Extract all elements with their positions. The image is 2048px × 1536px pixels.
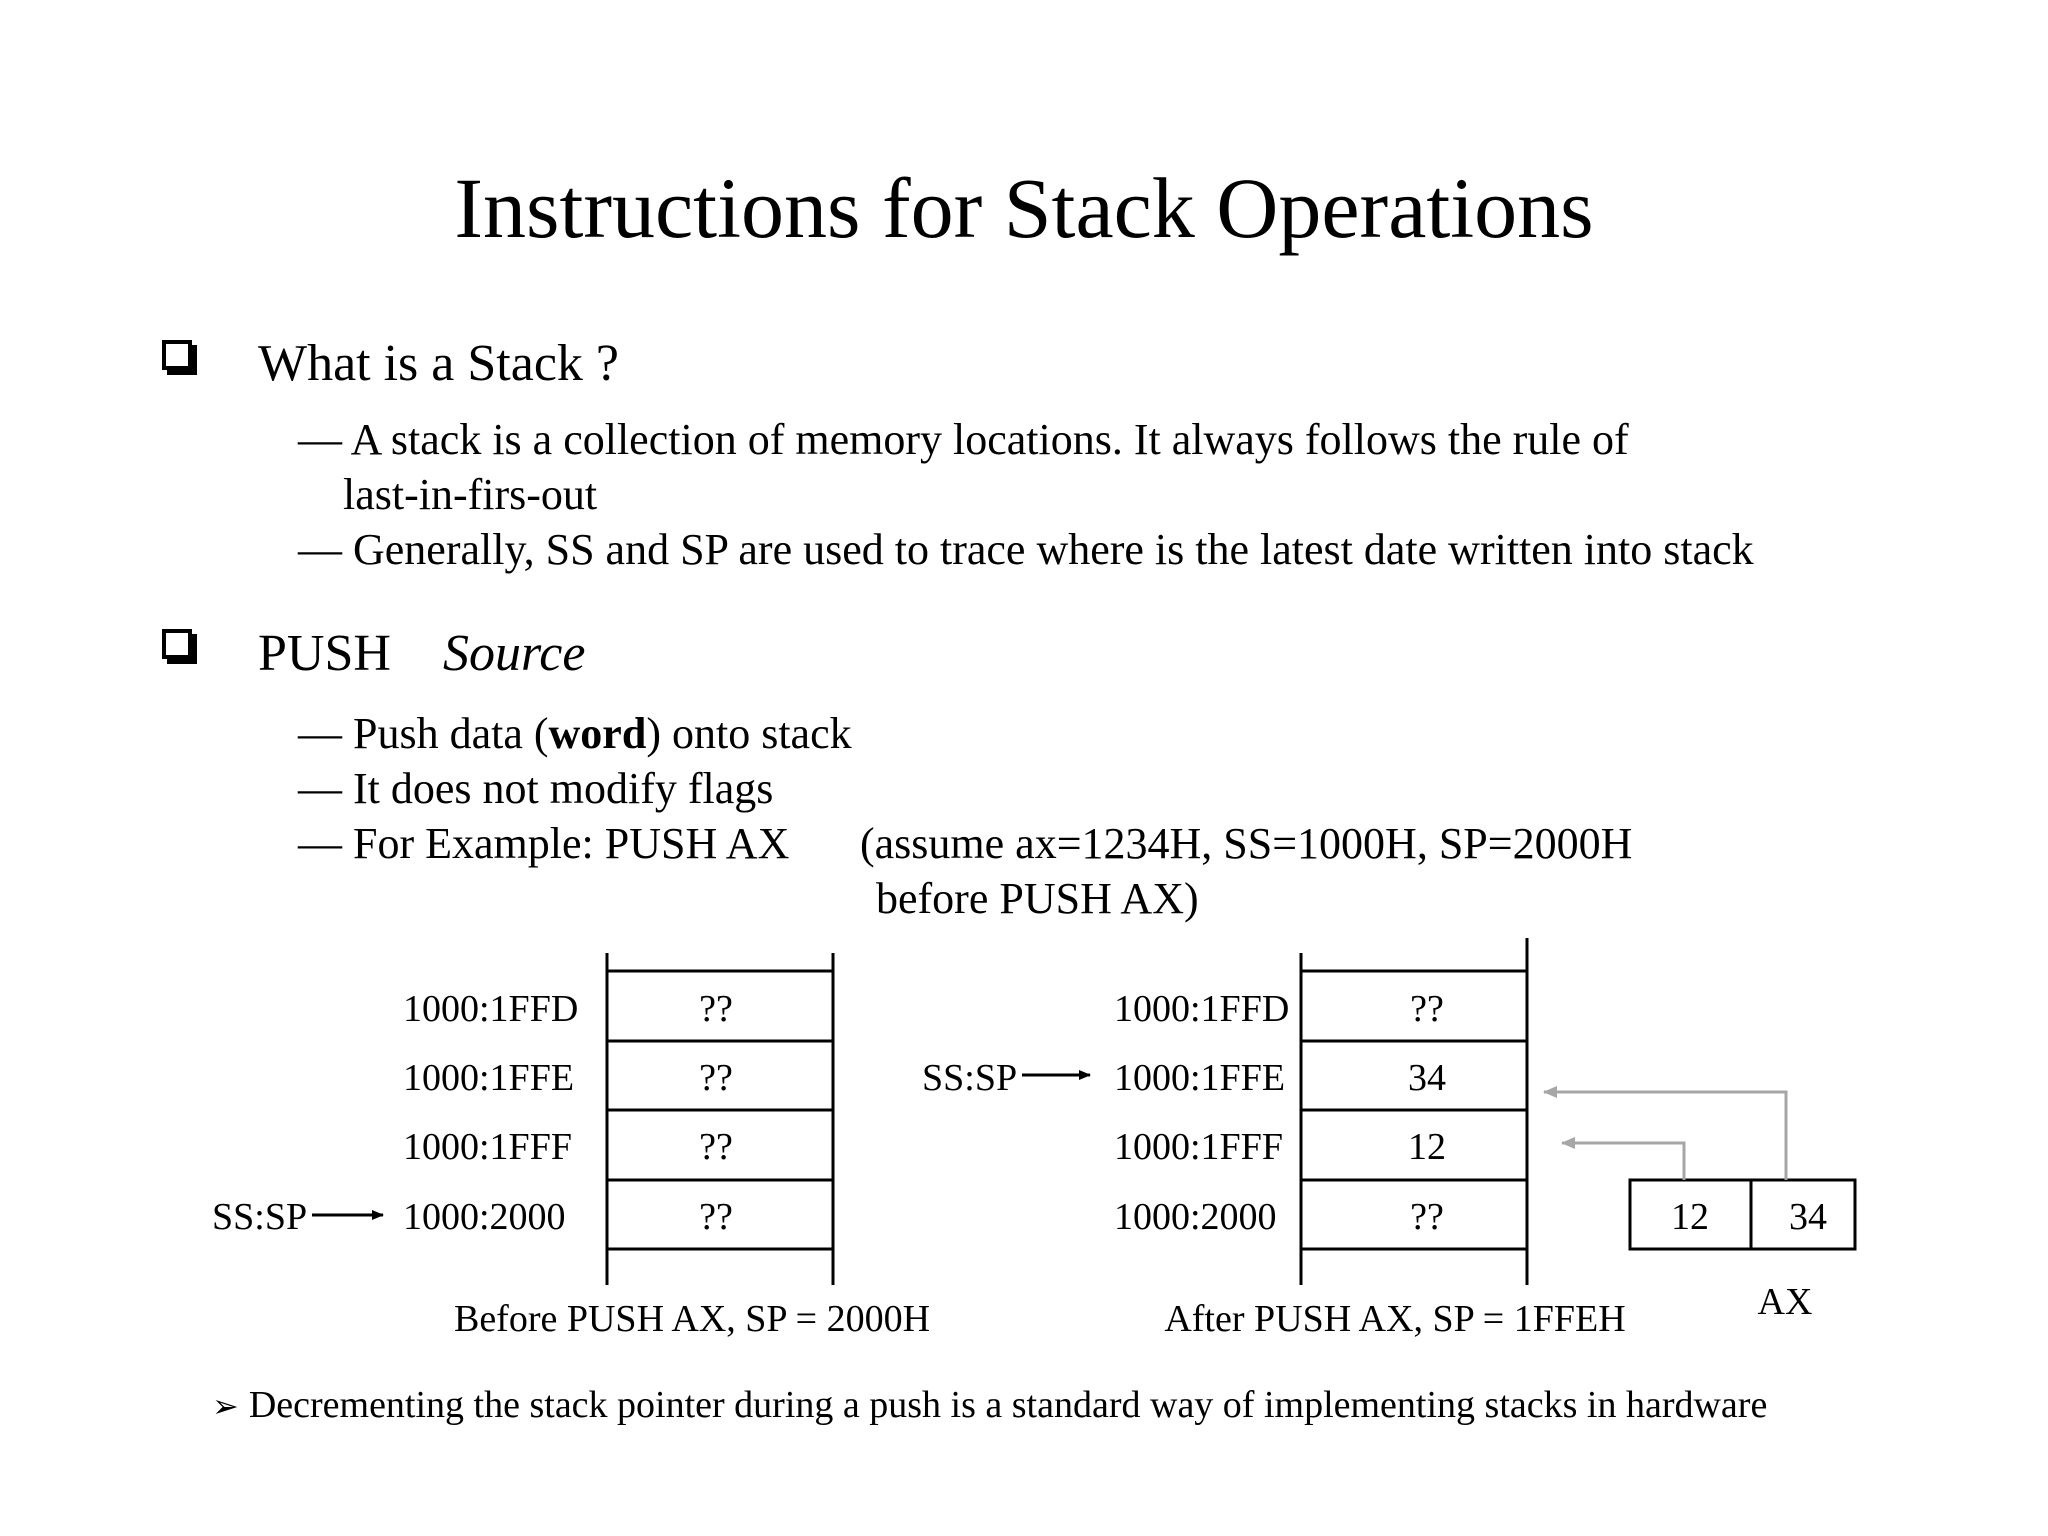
before-address-2000: 1000:2000 bbox=[403, 1196, 566, 1238]
flags-line: — It does not modify flags bbox=[298, 764, 774, 813]
after-value-2000: ?? bbox=[1410, 1196, 1444, 1238]
ax-register bbox=[1544, 1092, 1855, 1323]
before-value-1ffe: ?? bbox=[699, 1057, 733, 1099]
after-address-2000: 1000:2000 bbox=[1114, 1196, 1277, 1238]
before-caption: Before PUSH AX, SP = 2000H bbox=[453, 1298, 931, 1340]
ss-sp-description-line: — Generally, SS and SP are used to trace where is the latest date written into stack bbox=[298, 525, 1754, 574]
after-address-1fff: 1000:1FFF bbox=[1114, 1126, 1283, 1168]
word-emphasis: word bbox=[548, 709, 647, 758]
arrow-bullet-icon: ➢ bbox=[212, 1387, 239, 1425]
after-address-1ffd: 1000:1FFD bbox=[1114, 988, 1290, 1030]
example-line: — For Example: PUSH AX bbox=[298, 819, 790, 868]
after-value-1ffe: 34 bbox=[1408, 1057, 1446, 1099]
after-value-1ffd: ?? bbox=[1410, 988, 1444, 1030]
ax-high-byte: 12 bbox=[1671, 1196, 1709, 1238]
slide-title: Instructions for Stack Operations bbox=[454, 160, 1594, 256]
before-value-1fff: ?? bbox=[699, 1126, 733, 1168]
example-assumption-cont: before PUSH AX) bbox=[876, 874, 1199, 923]
push-operand: Source bbox=[442, 625, 586, 682]
footer-note bbox=[212, 1386, 1767, 1424]
ax-low-byte: 34 bbox=[1789, 1196, 1827, 1238]
before-value-2000: ?? bbox=[699, 1196, 733, 1238]
stack-definition-line: — A stack is a collection of memory locations. It always follows the rule of bbox=[298, 415, 1629, 464]
footer-note-text: Decrementing the stack pointer during a push is a standard way of implementing stacks in hardware bbox=[248, 1384, 1768, 1426]
before-address-1fff: 1000:1FFF bbox=[403, 1126, 572, 1168]
after-stack bbox=[922, 938, 1626, 1340]
after-ss-sp-label: SS:SP bbox=[922, 1057, 1018, 1099]
stack-definition-line-cont: last-in-firs-out bbox=[343, 470, 598, 519]
push-description-line: — Push data (word) onto stack bbox=[298, 709, 852, 758]
high-byte-arrow bbox=[1562, 1143, 1684, 1180]
after-address-1ffe: 1000:1FFE bbox=[1114, 1057, 1286, 1099]
low-byte-arrow bbox=[1544, 1092, 1786, 1180]
example-assumption: (assume ax=1234H, SS=1000H, SP=2000H bbox=[860, 819, 1633, 868]
ax-register-label: AX bbox=[1757, 1281, 1813, 1323]
push-instruction: PUSH bbox=[258, 625, 391, 682]
before-stack bbox=[212, 953, 930, 1340]
after-value-1fff: 12 bbox=[1408, 1126, 1446, 1168]
before-address-1ffe: 1000:1FFE bbox=[403, 1057, 575, 1099]
after-caption: After PUSH AX, SP = 1FFEH bbox=[1164, 1298, 1626, 1340]
before-value-1ffd: ?? bbox=[699, 988, 733, 1030]
section-heading-stack: What is a Stack ? bbox=[258, 335, 619, 392]
before-ss-sp-label: SS:SP bbox=[212, 1196, 308, 1238]
before-address-1ffd: 1000:1FFD bbox=[403, 988, 579, 1030]
